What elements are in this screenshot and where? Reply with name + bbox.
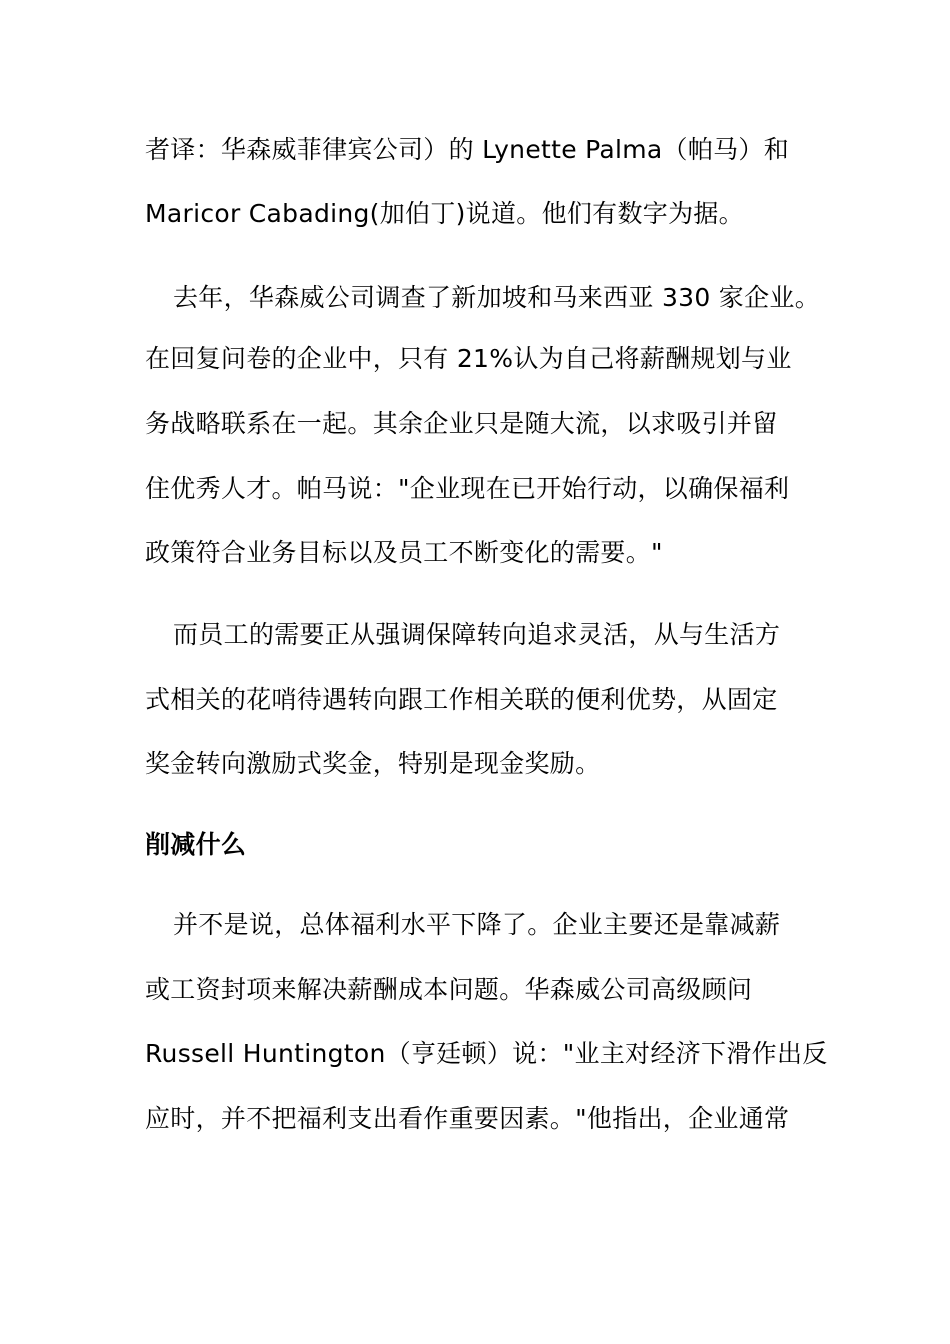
- paragraph-4-line-4: 应时，并不把福利支出看作重要因素。"他指出，企业通常: [145, 1104, 790, 1133]
- paragraph-2-line-4: 住优秀人才。帕马说："企业现在已开始行动，以确保福利: [145, 474, 790, 503]
- paragraph-3-line-2: 式相关的花哨待遇转向跟工作相关联的便利优势，从固定: [145, 685, 778, 714]
- paragraph-2-line-5: 政策符合业务目标以及员工不断变化的需要。": [145, 538, 663, 567]
- paragraph-3-line-1: 而员工的需要正从强调保障转向追求灵活，从与生活方: [173, 620, 781, 649]
- paragraph-4-line-3: Russell Huntington（亨廷顿）说："业主对经济下滑作出反: [145, 1039, 828, 1068]
- paragraph-4-line-2: 或工资封项来解决薪酬成本问题。华森威公司高级顾问: [145, 975, 753, 1004]
- paragraph-1-line-1: 者译：华森威菲律宾公司）的 Lynette Palma（帕马）和: [145, 135, 790, 164]
- paragraph-2-line-1: 去年，华森威公司调查了新加坡和马来西亚 330 家企业。: [173, 283, 821, 312]
- paragraph-2-line-3: 务战略联系在一起。其余企业只是随大流，以求吸引并留: [145, 409, 778, 438]
- paragraph-1-line-2: Maricor Cabading(加伯丁)说道。他们有数字为据。: [145, 199, 744, 228]
- paragraph-4-line-1: 并不是说，总体福利水平下降了。企业主要还是靠减薪: [173, 910, 781, 939]
- section-heading: 削减什么: [145, 830, 247, 859]
- paragraph-3-line-3: 奖金转向激励式奖金，特别是现金奖励。: [145, 749, 601, 778]
- paragraph-2-line-2: 在回复问卷的企业中，只有 21%认为自己将薪酬规划与业: [145, 344, 792, 373]
